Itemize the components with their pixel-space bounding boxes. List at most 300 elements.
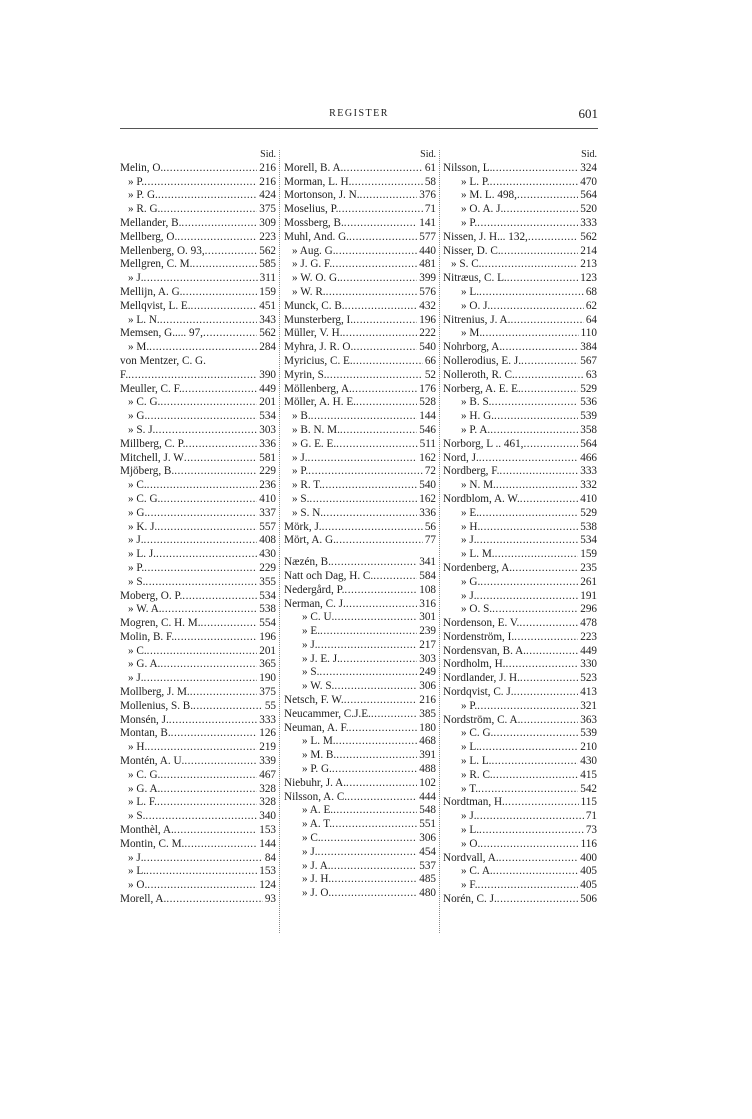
leader-dots xyxy=(157,796,257,810)
index-entry xyxy=(284,666,436,680)
entry-page: 540 xyxy=(419,341,436,354)
leader-dots xyxy=(144,562,257,576)
leader-dots xyxy=(343,162,422,176)
entry-page: 375 xyxy=(259,203,276,216)
entry-page: 102 xyxy=(419,776,436,789)
entry-name: Monthèl, A. xyxy=(120,824,174,837)
index-entry xyxy=(120,852,276,866)
index-entry xyxy=(443,838,597,852)
entry-page: 235 xyxy=(580,561,597,574)
index-entry xyxy=(120,327,276,341)
leader-dots xyxy=(174,631,257,645)
entry-name: » L. N. xyxy=(128,313,160,326)
index-entry xyxy=(443,852,597,866)
leader-dots xyxy=(479,507,578,521)
leader-dots xyxy=(492,162,578,176)
entry-name: Niebuhr, J. A. xyxy=(284,776,347,789)
leader-dots xyxy=(480,576,578,590)
index-entry xyxy=(443,176,597,190)
index-entry xyxy=(120,258,276,272)
index-entry xyxy=(284,341,436,355)
leader-dots xyxy=(345,300,418,314)
entry-name: » J. xyxy=(302,638,318,651)
index-entry xyxy=(120,521,276,535)
entry-page: 153 xyxy=(259,824,276,837)
index-entry xyxy=(443,562,597,576)
entry-page: 216 xyxy=(419,694,436,707)
leader-dots xyxy=(201,617,258,631)
leader-dots xyxy=(144,672,258,686)
leader-dots xyxy=(340,424,417,438)
entry-page: 108 xyxy=(419,583,436,596)
index-entry xyxy=(120,631,276,645)
entry-page: 444 xyxy=(419,790,436,803)
entry-name: » W. A. xyxy=(128,603,162,616)
entry-name: Mjöberg, B. xyxy=(120,465,175,478)
leader-dots xyxy=(160,314,258,328)
leader-dots xyxy=(160,493,257,507)
entry-name: » J. xyxy=(461,589,477,602)
index-entry xyxy=(443,479,597,493)
entry-name: » P. xyxy=(128,561,145,574)
leader-dots xyxy=(156,548,257,562)
entry-name: Nisser, D. C. xyxy=(443,244,501,257)
leader-dots xyxy=(336,438,418,452)
index-entry xyxy=(120,383,276,397)
leader-dots xyxy=(352,383,417,397)
entry-page: 66 xyxy=(424,354,436,367)
index-entry xyxy=(443,286,597,300)
entry-name: Munsterberg, I. xyxy=(284,313,354,326)
leader-dots xyxy=(162,603,258,617)
entry-name: Meuller, C. F. xyxy=(120,382,182,395)
entry-name: » S. J. xyxy=(128,423,156,436)
index-entry xyxy=(120,865,276,879)
entry-name: Nilsson, A. C. xyxy=(284,790,348,803)
leader-dots xyxy=(184,452,257,466)
index-entry xyxy=(120,686,276,700)
leader-dots xyxy=(174,824,257,838)
leader-dots xyxy=(163,162,257,176)
entry-page: 405 xyxy=(580,865,597,878)
leader-dots xyxy=(481,258,578,272)
index-entry xyxy=(284,534,436,548)
index-entry xyxy=(443,865,597,879)
index-entry xyxy=(443,534,597,548)
index-entry xyxy=(120,300,276,314)
index-entry xyxy=(284,777,436,791)
entry-name: » R. G. xyxy=(128,203,161,216)
entry-page: 328 xyxy=(259,796,276,809)
entry-page: 488 xyxy=(419,763,436,776)
entry-page: 365 xyxy=(259,658,276,671)
index-entry xyxy=(120,810,276,824)
index-entry xyxy=(284,791,436,805)
leader-dots xyxy=(144,852,263,866)
leader-dots xyxy=(496,479,578,493)
index-column-2 xyxy=(284,148,436,901)
entry-name: Munck, C. B. xyxy=(284,299,345,312)
column-separator xyxy=(439,150,440,933)
entry-page: 581 xyxy=(259,451,276,464)
index-entry xyxy=(443,410,597,424)
entry-name: Natt och Dag, H. C. xyxy=(284,569,374,582)
entry-page: 68 xyxy=(585,285,597,298)
entry-page: 216 xyxy=(259,161,276,174)
index-entry xyxy=(120,603,276,617)
leader-dots xyxy=(171,727,258,741)
entry-name: » F. xyxy=(461,879,478,892)
leader-dots xyxy=(520,672,578,686)
index-entry xyxy=(443,645,597,659)
entry-page: 562 xyxy=(259,327,276,340)
entry-page: 216 xyxy=(259,175,276,188)
index-entry xyxy=(120,741,276,755)
entry-page: 328 xyxy=(259,782,276,795)
entry-page: 536 xyxy=(580,396,597,409)
entry-name: Montén, A. U. xyxy=(120,755,185,768)
entry-page: 480 xyxy=(419,887,436,900)
entry-page: 116 xyxy=(580,837,597,850)
leader-dots xyxy=(338,203,422,217)
entry-page: 229 xyxy=(259,561,276,574)
leader-dots xyxy=(479,286,584,300)
entry-page: 511 xyxy=(419,437,436,450)
leader-dots xyxy=(149,341,257,355)
leader-dots xyxy=(160,658,257,672)
leader-dots xyxy=(318,639,418,653)
entry-page: 62 xyxy=(585,299,597,312)
leader-dots xyxy=(147,479,258,493)
leader-dots xyxy=(182,590,257,604)
entry-name: » S. xyxy=(128,810,146,823)
entry-page: 306 xyxy=(419,832,436,845)
entry-page: 467 xyxy=(259,768,276,781)
index-entry xyxy=(284,286,436,300)
entry-name: » O. A. J. xyxy=(461,203,504,216)
index-entry xyxy=(120,590,276,604)
index-entry xyxy=(120,341,276,355)
leader-dots xyxy=(336,245,418,259)
leader-dots xyxy=(344,584,417,598)
index-entry xyxy=(443,438,597,452)
leader-dots xyxy=(160,203,257,217)
entry-page: 201 xyxy=(259,396,276,409)
entry-page: 162 xyxy=(419,451,436,464)
index-entry xyxy=(284,231,436,245)
entry-page: 217 xyxy=(419,638,436,651)
index-entry xyxy=(443,493,597,507)
entry-name: » G. xyxy=(461,575,481,588)
leader-dots xyxy=(521,383,578,397)
leader-dots xyxy=(309,493,417,507)
leader-dots xyxy=(490,424,578,438)
entry-page: 219 xyxy=(259,741,276,754)
leader-dots xyxy=(517,189,578,203)
index-entry xyxy=(120,576,276,590)
index-entry xyxy=(443,658,597,672)
index-entry xyxy=(443,314,597,328)
leader-dots xyxy=(190,686,257,700)
entry-page: 485 xyxy=(419,873,436,886)
entry-page: 430 xyxy=(580,755,597,768)
entry-page: 333 xyxy=(580,216,597,229)
entry-page: 451 xyxy=(259,299,276,312)
leader-dots xyxy=(346,598,417,612)
entry-name: » J. xyxy=(128,851,144,864)
index-entry xyxy=(284,493,436,507)
entry-name: F. xyxy=(120,368,129,381)
leader-dots xyxy=(351,176,422,190)
leader-dots xyxy=(491,755,578,769)
entry-page: 333 xyxy=(580,465,597,478)
index-entry xyxy=(284,300,436,314)
entry-name: Memsen, G..... 97, xyxy=(120,327,203,340)
entry-page: 180 xyxy=(419,721,436,734)
entry-page: 534 xyxy=(580,534,597,547)
entry-name: Montin, C. M. xyxy=(120,837,185,850)
entry-name: » C. xyxy=(302,832,321,845)
leader-dots xyxy=(144,534,258,548)
entry-page: 430 xyxy=(259,548,276,561)
leader-dots xyxy=(477,810,584,824)
index-entry xyxy=(284,832,436,846)
index-entry xyxy=(443,258,597,272)
index-entry xyxy=(443,810,597,824)
index-entry xyxy=(120,893,276,907)
entry-name: » B. N. M. xyxy=(292,423,340,436)
index-entry xyxy=(284,203,436,217)
leader-dots xyxy=(349,231,417,245)
entry-page: 454 xyxy=(419,845,436,858)
leader-dots xyxy=(344,694,418,708)
entry-page: 410 xyxy=(259,492,276,505)
leader-dots xyxy=(166,893,263,907)
entry-page: 341 xyxy=(419,556,436,569)
entry-page: 376 xyxy=(419,189,436,202)
entry-name: » R. C. xyxy=(461,768,493,781)
entry-name: » L. F. xyxy=(128,796,157,809)
entry-page: 548 xyxy=(419,804,436,817)
entry-name: Mörk, J. xyxy=(284,520,322,533)
index-entry xyxy=(284,763,436,777)
entry-name: Norén, C. J. xyxy=(443,893,497,906)
entry-page: 468 xyxy=(419,735,436,748)
entry-name: Nerman, C. J. xyxy=(284,597,346,610)
leader-dots xyxy=(331,860,418,874)
index-entry xyxy=(443,686,597,700)
index-entry xyxy=(284,521,436,535)
leader-dots xyxy=(343,327,418,341)
index-entry xyxy=(443,507,597,521)
index-entry xyxy=(284,749,436,763)
index-entry xyxy=(443,603,597,617)
entry-page: 210 xyxy=(580,741,597,754)
entry-page: 124 xyxy=(259,879,276,892)
entry-page: 408 xyxy=(259,534,276,547)
leader-dots xyxy=(520,714,578,728)
entry-name: Nedergård, P. xyxy=(284,583,345,596)
entry-name: Moselius, P. xyxy=(284,203,339,216)
entry-name: Nordtman, H. xyxy=(443,796,505,809)
entry-page: 538 xyxy=(580,520,597,533)
entry-page: 529 xyxy=(580,506,597,519)
index-entry xyxy=(443,327,597,341)
entry-page: 540 xyxy=(419,479,436,492)
entry-name: » C. xyxy=(128,479,147,492)
index-entry xyxy=(443,424,597,438)
entry-name: » P. xyxy=(292,465,309,478)
entry-page: 61 xyxy=(424,161,436,174)
index-entry xyxy=(284,507,436,521)
leader-dots xyxy=(128,369,257,383)
entry-name: » J. A. xyxy=(302,859,331,872)
entry-name: » B. xyxy=(292,410,311,423)
entry-name: » J. xyxy=(461,534,477,547)
index-entry xyxy=(120,727,276,741)
entry-page: 337 xyxy=(259,506,276,519)
entry-page: 77 xyxy=(424,534,436,547)
entry-page: 333 xyxy=(259,713,276,726)
entry-name: » L. xyxy=(461,285,480,298)
leader-dots xyxy=(182,286,257,300)
leader-dots xyxy=(479,741,578,755)
index-entry xyxy=(443,824,597,838)
leader-dots xyxy=(322,521,423,535)
entry-page: 537 xyxy=(419,859,436,872)
header-rule xyxy=(120,128,598,129)
page-header xyxy=(120,108,598,124)
leader-dots xyxy=(155,424,257,438)
entry-page: 213 xyxy=(580,258,597,271)
entry-page: 93 xyxy=(264,893,276,906)
entry-name: » J. xyxy=(128,672,144,685)
entry-name: » W. S. xyxy=(302,680,335,693)
entry-name: Nohrborg, A. xyxy=(443,341,503,354)
entry-name: » L. xyxy=(461,824,480,837)
entry-name: Moberg, O. P. xyxy=(120,589,183,602)
index-entry xyxy=(120,479,276,493)
entry-name: » J. G. F. xyxy=(292,258,333,271)
page-number: 601 xyxy=(578,106,598,121)
index-entry xyxy=(443,245,597,259)
entry-name: Nordvall, A. xyxy=(443,851,499,864)
index-entry xyxy=(284,424,436,438)
entry-page: 340 xyxy=(259,810,276,823)
index-entry xyxy=(443,893,597,907)
index-entry xyxy=(120,245,276,259)
entry-name: » L. P. xyxy=(461,175,490,188)
index-entry xyxy=(120,493,276,507)
sid-header: Sid. xyxy=(420,149,436,160)
leader-dots xyxy=(526,645,578,659)
leader-dots xyxy=(158,189,257,203)
leader-dots xyxy=(478,879,579,893)
leader-dots xyxy=(479,824,584,838)
entry-name: » W. R. xyxy=(292,285,326,298)
index-entry xyxy=(284,611,436,625)
entry-name: Morell, B. A. xyxy=(284,161,344,174)
entry-page: 153 xyxy=(259,865,276,878)
entry-name: Myricius, C. E. xyxy=(284,354,353,367)
leader-dots xyxy=(523,438,578,452)
index-entry xyxy=(443,714,597,728)
entry-name: » M. xyxy=(128,341,150,354)
entry-page: 358 xyxy=(580,423,597,436)
entry-name: Morman, L. H. xyxy=(284,175,352,188)
leader-dots xyxy=(147,879,257,893)
leader-dots xyxy=(499,852,579,866)
entry-page: 58 xyxy=(424,175,436,188)
entry-name: » H. G. xyxy=(461,410,494,423)
entry-name: » L. L. xyxy=(461,755,492,768)
leader-dots xyxy=(160,396,257,410)
index-entry xyxy=(120,286,276,300)
entry-page: 405 xyxy=(580,879,597,892)
entry-name: » E. xyxy=(302,625,321,638)
entry-page: 64 xyxy=(585,313,597,326)
entry-page: 355 xyxy=(259,575,276,588)
entry-page: 214 xyxy=(580,244,597,257)
entry-page: 538 xyxy=(259,603,276,616)
leader-dots xyxy=(490,176,579,190)
entry-page: 229 xyxy=(259,465,276,478)
entry-name: Montan, B. xyxy=(120,727,171,740)
index-entry xyxy=(443,217,597,231)
entry-page: 534 xyxy=(259,410,276,423)
index-entry xyxy=(443,355,597,369)
index-entry xyxy=(284,584,436,598)
leader-dots xyxy=(181,217,257,231)
entry-page: 239 xyxy=(419,625,436,638)
entry-page: 311 xyxy=(259,272,276,285)
index-entry xyxy=(284,479,436,493)
index-entry xyxy=(443,631,597,645)
entry-page: 506 xyxy=(580,893,597,906)
leader-dots xyxy=(327,369,423,383)
index-entry xyxy=(443,465,597,479)
leader-dots xyxy=(353,355,423,369)
entry-name: » J. xyxy=(292,451,308,464)
entry-name: » S. xyxy=(128,575,146,588)
entry-page: 478 xyxy=(580,617,597,630)
entry-name: Nitrenius, J. A. xyxy=(443,313,511,326)
entry-page: 384 xyxy=(580,341,597,354)
leader-dots xyxy=(308,465,423,479)
index-entry xyxy=(284,465,436,479)
entry-name: » N. M. xyxy=(461,479,496,492)
leader-dots xyxy=(512,562,578,576)
entry-name: » J. E. J. xyxy=(302,652,340,665)
leader-dots xyxy=(482,327,578,341)
entry-name: Nolleroth, R. C. xyxy=(443,368,515,381)
entry-page: 528 xyxy=(419,396,436,409)
entry-page: 71 xyxy=(585,810,597,823)
index-entry xyxy=(120,755,276,769)
entry-name: » G. A. xyxy=(128,782,161,795)
index-entry xyxy=(120,176,276,190)
leader-dots xyxy=(336,735,418,749)
leader-dots xyxy=(160,769,257,783)
index-entry xyxy=(120,162,276,176)
entry-page: 343 xyxy=(259,313,276,326)
sid-header: Sid. xyxy=(260,149,276,160)
entry-name: » K. J. xyxy=(128,520,158,533)
leader-dots xyxy=(501,245,579,259)
entry-page: 577 xyxy=(419,230,436,243)
entry-page: 303 xyxy=(419,652,436,665)
leader-dots xyxy=(528,231,578,245)
